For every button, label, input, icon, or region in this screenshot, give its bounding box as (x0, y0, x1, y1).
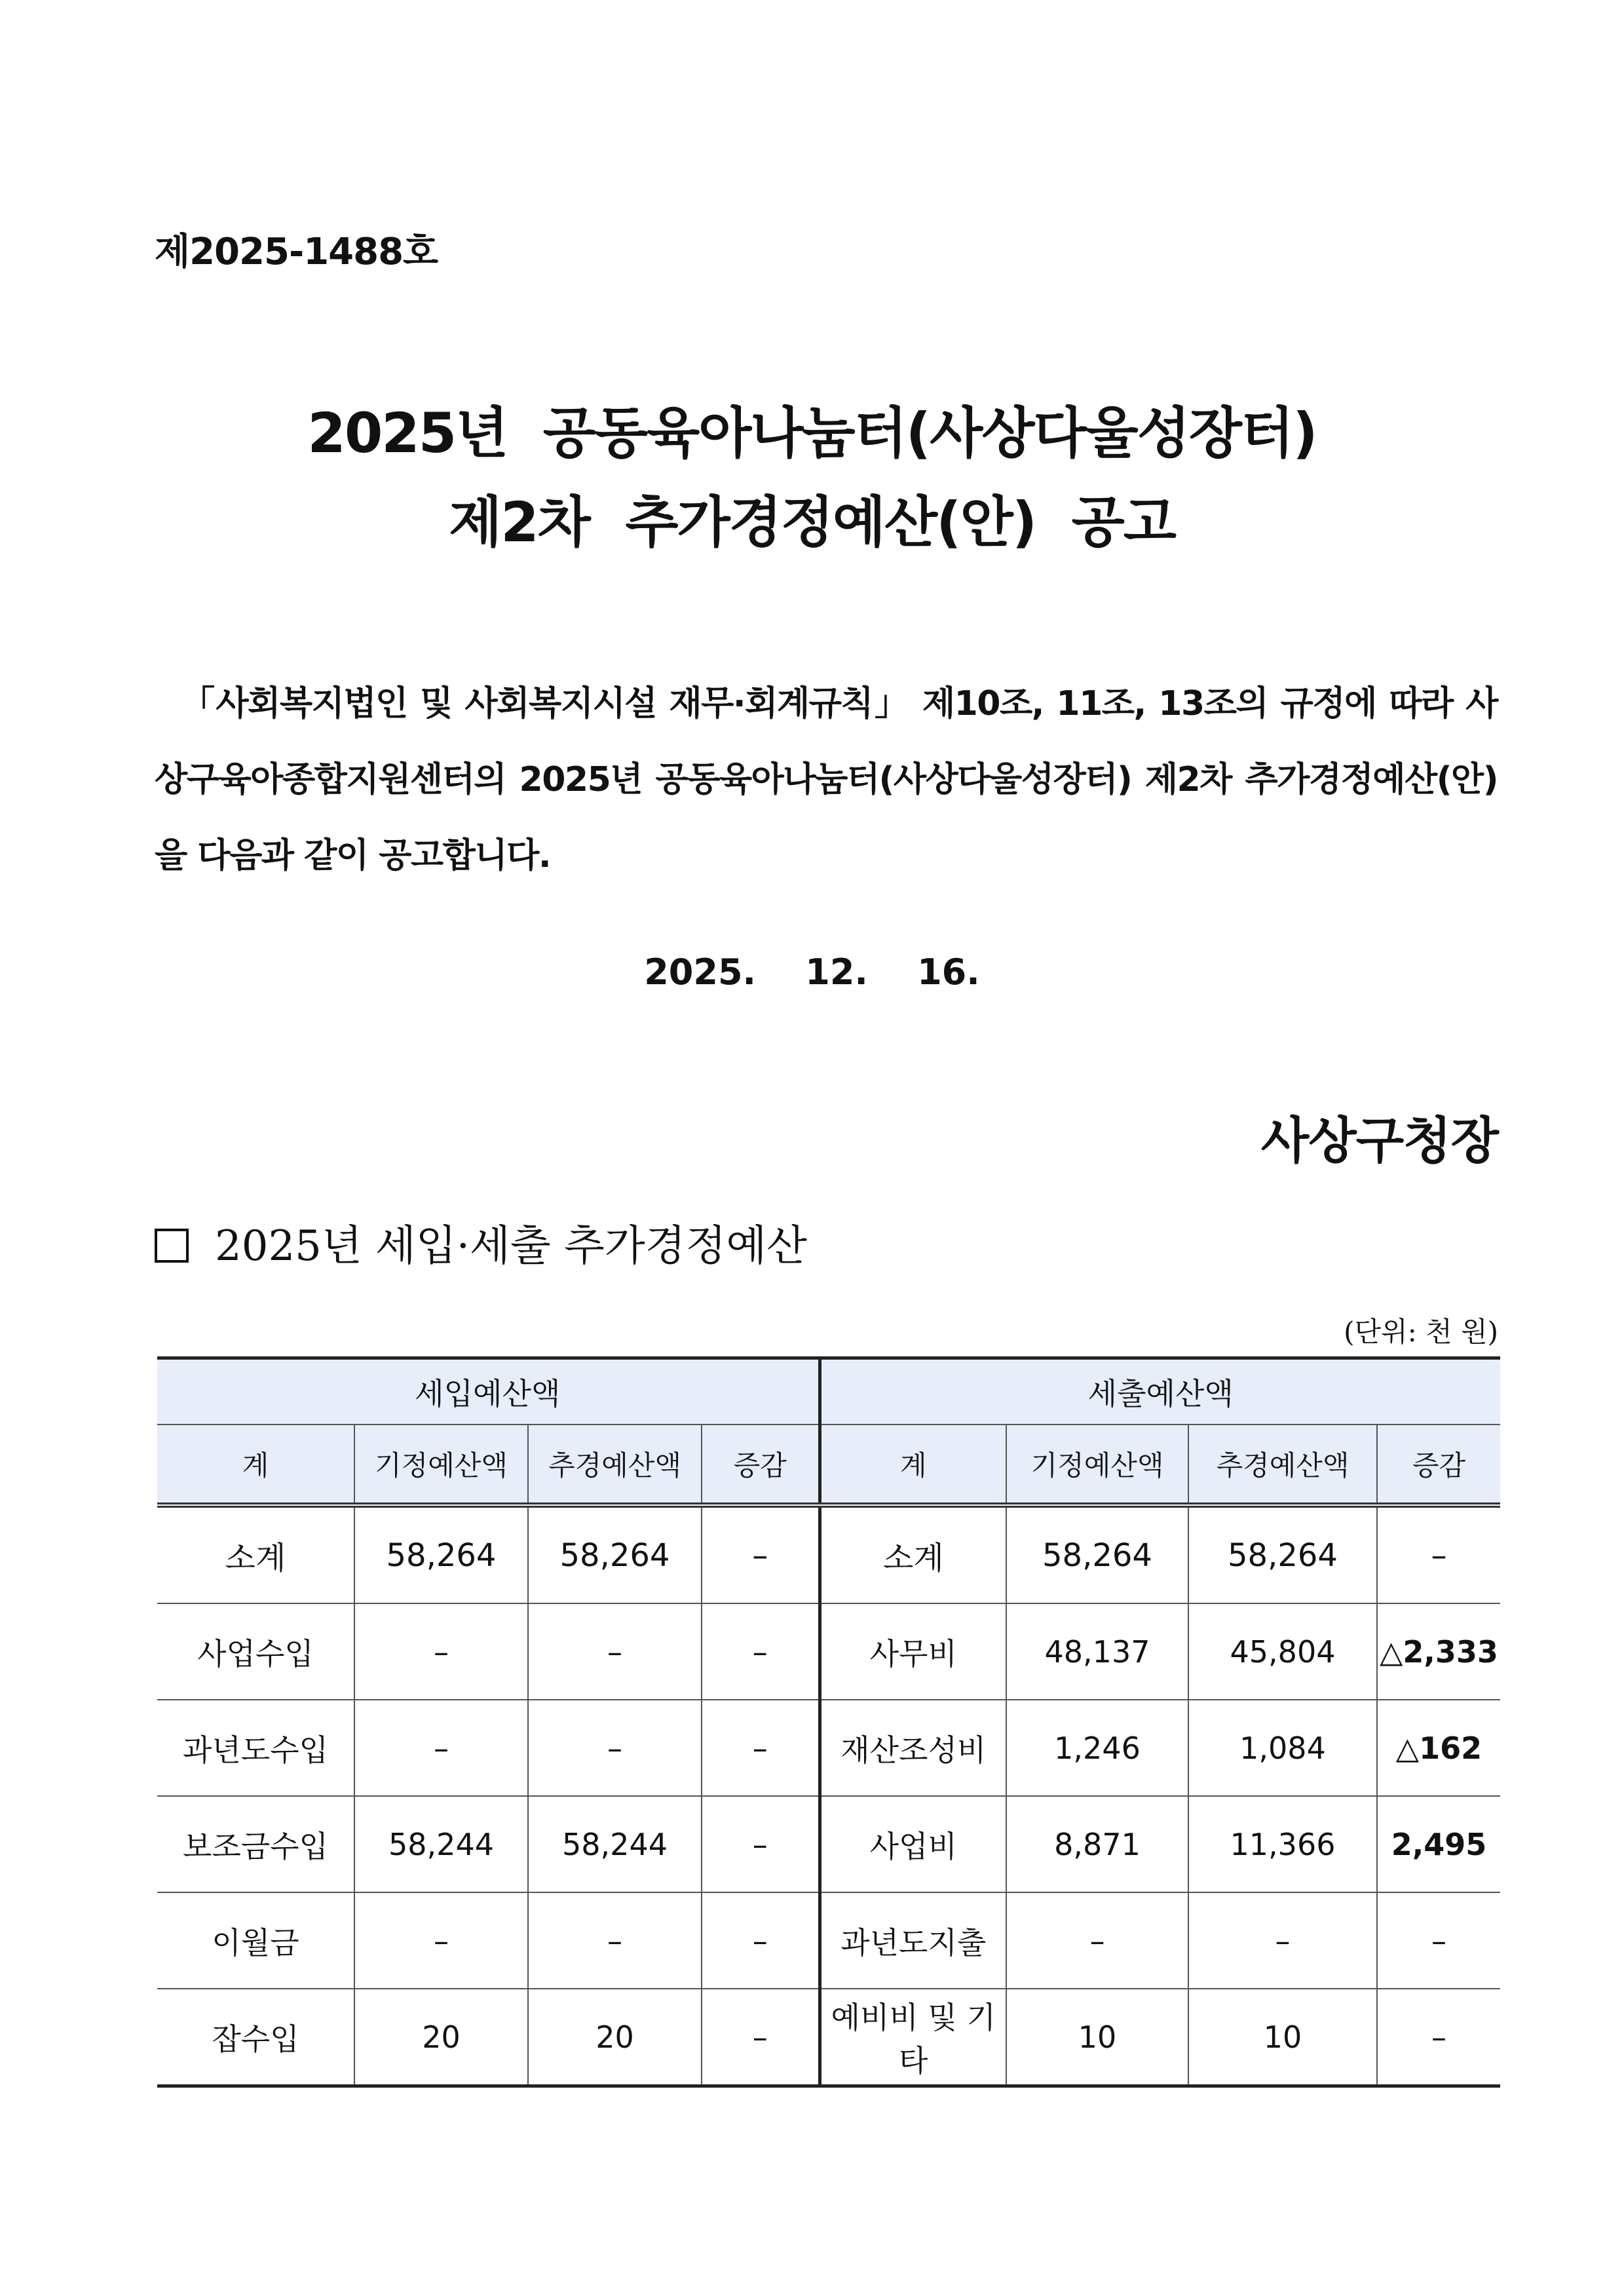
column-header: 증감 (1377, 1425, 1500, 1505)
column-header: 추경예산액 (1188, 1425, 1377, 1505)
table-cell: 사업수입 (157, 1603, 354, 1700)
table-cell: 8,871 (1006, 1796, 1188, 1892)
table-cell: – (528, 1700, 702, 1796)
table-cell: – (528, 1603, 702, 1700)
section-heading-text: 2025년 세입·세출 추가경정예산 (215, 1222, 807, 1271)
table-cell: – (354, 1700, 528, 1796)
table-cell: – (354, 1603, 528, 1700)
table-cell: 45,804 (1188, 1603, 1377, 1700)
section-heading (155, 1212, 807, 1272)
table-cell: 20 (354, 1989, 528, 2086)
table-row (157, 1505, 1500, 1603)
table-cell: 1,246 (1006, 1700, 1188, 1796)
notice-date: 2025. 12. 16. (644, 951, 980, 993)
table-cell: – (1377, 1505, 1500, 1603)
column-header: 기정예산액 (1006, 1425, 1188, 1505)
table-cell: 소계 (157, 1505, 354, 1603)
table-cell: 58,244 (354, 1796, 528, 1892)
column-header: 계 (820, 1425, 1006, 1505)
table-cell: 10 (1188, 1989, 1377, 2086)
group-header-row (157, 1358, 1500, 1425)
table-cell: 사업비 (820, 1796, 1006, 1892)
table-row (157, 1989, 1500, 2086)
signer: 사상구청장 (1260, 1111, 1498, 1170)
expenditure-group-header: 세출예산액 (820, 1358, 1500, 1425)
table-cell: △2,333 (1377, 1603, 1500, 1700)
table-row (157, 1892, 1500, 1989)
table-cell: 11,366 (1188, 1796, 1377, 1892)
table-cell: △162 (1377, 1700, 1500, 1796)
table-row (157, 1603, 1500, 1700)
table-cell: 58,264 (354, 1505, 528, 1603)
table-cell: 10 (1006, 1989, 1188, 2086)
table-cell: 48,137 (1006, 1603, 1188, 1700)
table-cell: 58,244 (528, 1796, 702, 1892)
column-header: 추경예산액 (528, 1425, 702, 1505)
column-header-row (157, 1425, 1500, 1505)
unit-note: (단위: 천 원) (1344, 1316, 1498, 1348)
table-cell: – (1377, 1989, 1500, 2086)
table-cell: – (702, 1505, 820, 1603)
table-cell: 소계 (820, 1505, 1006, 1603)
table-cell: – (1377, 1892, 1500, 1989)
table-cell: – (528, 1892, 702, 1989)
checkbox-square-icon (155, 1229, 189, 1263)
table-cell: – (1188, 1892, 1377, 1989)
notice-body: 「사회복지법인 및 사회복지시설 재무·회계규칙」 제10조, 11조, 13조의 규정에 따라 사상구육아종합지원센터의 2025년 공동육아나눔터(사상다울성장터) 제2차 추가경정예산(안)을 다음과 같이 공고합니다. (155, 684, 1498, 875)
table-cell: – (702, 1603, 820, 1700)
table-cell: 과년도수입 (157, 1700, 354, 1796)
table-cell: – (702, 1892, 820, 1989)
table-cell: 과년도지출 (820, 1892, 1006, 1989)
revenue-group-header: 세입예산액 (157, 1358, 820, 1425)
table-cell: 1,084 (1188, 1700, 1377, 1796)
table-cell: 예비비 및 기타 (820, 1989, 1006, 2086)
column-header: 기정예산액 (354, 1425, 528, 1505)
table-cell: – (354, 1892, 528, 1989)
table-cell: 보조금수입 (157, 1796, 354, 1892)
table-row (157, 1796, 1500, 1892)
table-cell: 58,264 (1006, 1505, 1188, 1603)
document-number: 제2025-1488호 (155, 231, 438, 273)
document-title-line-2: 제2차 추가경정예산(안) 공고 (449, 490, 1175, 554)
table-cell: 58,264 (528, 1505, 702, 1603)
column-header: 증감 (702, 1425, 820, 1505)
document-title-line-1: 2025년 공동육아나눔터(사상다울성장터) (307, 401, 1317, 465)
table-cell: 사무비 (820, 1603, 1006, 1700)
table-cell: 잡수입 (157, 1989, 354, 2086)
table-row (157, 1700, 1500, 1796)
table-cell: 이월금 (157, 1892, 354, 1989)
table-cell: – (1006, 1892, 1188, 1989)
table-cell: 2,495 (1377, 1796, 1500, 1892)
table-cell: – (702, 1989, 820, 2086)
budget-table (157, 1356, 1500, 2088)
table-cell: 20 (528, 1989, 702, 2086)
table-cell: – (702, 1700, 820, 1796)
table-cell: 58,264 (1188, 1505, 1377, 1603)
table-cell: – (702, 1796, 820, 1892)
table-cell: 재산조성비 (820, 1700, 1006, 1796)
column-header: 계 (157, 1425, 354, 1505)
